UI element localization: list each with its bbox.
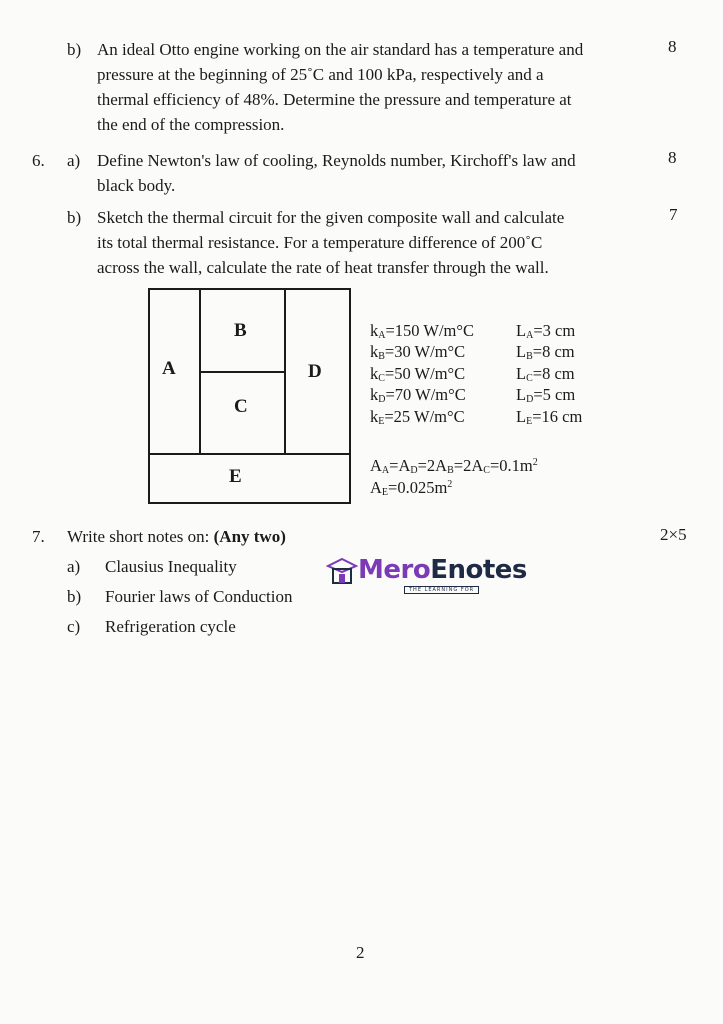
q5b-line-4: the end of the compression. xyxy=(97,115,285,134)
q6b-marks: 7 xyxy=(669,205,678,224)
q6-number: 6. xyxy=(32,151,45,170)
layer-a-label: A xyxy=(162,358,176,379)
q6b-line-1: Sketch the thermal circuit for the given composite wall and calculate xyxy=(97,208,565,227)
q7b-text: Fourier laws of Conduction xyxy=(105,587,293,606)
q7-number: 7. xyxy=(32,527,45,546)
k-e: $k_E=25$ W/m°C xyxy=(370,407,465,427)
logo-tagline: THE LEARNING FOR xyxy=(404,586,479,594)
k-a: $k_A=150$ W/m°C xyxy=(370,321,474,341)
q5b-line-1: An ideal Otto engine working on the air standard has a temperature and xyxy=(97,40,584,59)
area-relation: $A_A=A_D=2A_B=2A_C=0.1m^2$ xyxy=(370,456,538,476)
q7a-label: a) xyxy=(67,557,81,576)
graduate-house-icon xyxy=(326,557,358,587)
l-a: $L_A=3$ cm xyxy=(516,321,576,341)
q7c-text: Refrigeration cycle xyxy=(105,617,236,636)
q7-title-bold: (Any two) xyxy=(213,527,286,546)
q5b-text xyxy=(97,37,639,137)
layer-c-label: C xyxy=(234,396,248,417)
q5b-line-3: thermal efficiency of 48%. Determine the pressure and temperature at xyxy=(97,90,572,109)
wall-outer-frame xyxy=(148,288,351,504)
q5b-label: b) xyxy=(67,40,82,59)
l-c: $L_C=8$ cm xyxy=(516,364,575,384)
q6a-line-2: black body. xyxy=(97,176,176,195)
k-d: $k_D=70$ W/m°C xyxy=(370,385,466,405)
k-c: $k_C=50$ W/m°C xyxy=(370,364,466,384)
q6a-line-1: Define Newton's law of cooling, Reynolds number, Kirchoff's law and xyxy=(97,151,576,170)
q7c-label: c) xyxy=(67,617,81,636)
q5b-line-2: pressure at the beginning of 25˚C and 100 kPa, respectively and a xyxy=(97,65,544,84)
q7b-label: b) xyxy=(67,587,82,606)
page-number: 2 xyxy=(356,943,365,962)
wall-divider-e xyxy=(148,453,351,455)
q7-title xyxy=(67,524,286,549)
wall-divider-bc xyxy=(199,371,286,373)
logo-wordmark: MeroEnotes xyxy=(358,555,527,585)
q7-title-prefix: Write short notes on: xyxy=(67,527,214,546)
q6b-text xyxy=(97,205,639,280)
q6b-line-3: across the wall, calculate the rate of heat transfer through the wall. xyxy=(97,258,549,277)
q6a-label: a) xyxy=(67,151,81,170)
q6b-label: b) xyxy=(67,208,82,227)
q6a-marks: 8 xyxy=(668,148,677,167)
area-e: $A_E=0.025m^2$ xyxy=(370,478,453,498)
l-d: $L_D=5$ cm xyxy=(516,385,576,405)
q6a-text xyxy=(97,148,639,198)
q5b-marks: 8 xyxy=(668,37,677,56)
layer-b-label: B xyxy=(234,320,247,341)
meroenotes-watermark xyxy=(326,553,526,597)
l-b: $L_B=8$ cm xyxy=(516,342,575,362)
q7a-text: Clausius Inequality xyxy=(105,557,237,576)
q7-marks: 2×5 xyxy=(660,525,687,544)
k-b: $k_B=30$ W/m°C xyxy=(370,342,466,362)
q6b-line-2: its total thermal resistance. For a temperature difference of 200˚C xyxy=(97,233,543,252)
layer-e-label: E xyxy=(229,466,242,487)
layer-d-label: D xyxy=(308,361,322,382)
l-e: $L_E=16$ cm xyxy=(516,407,583,427)
